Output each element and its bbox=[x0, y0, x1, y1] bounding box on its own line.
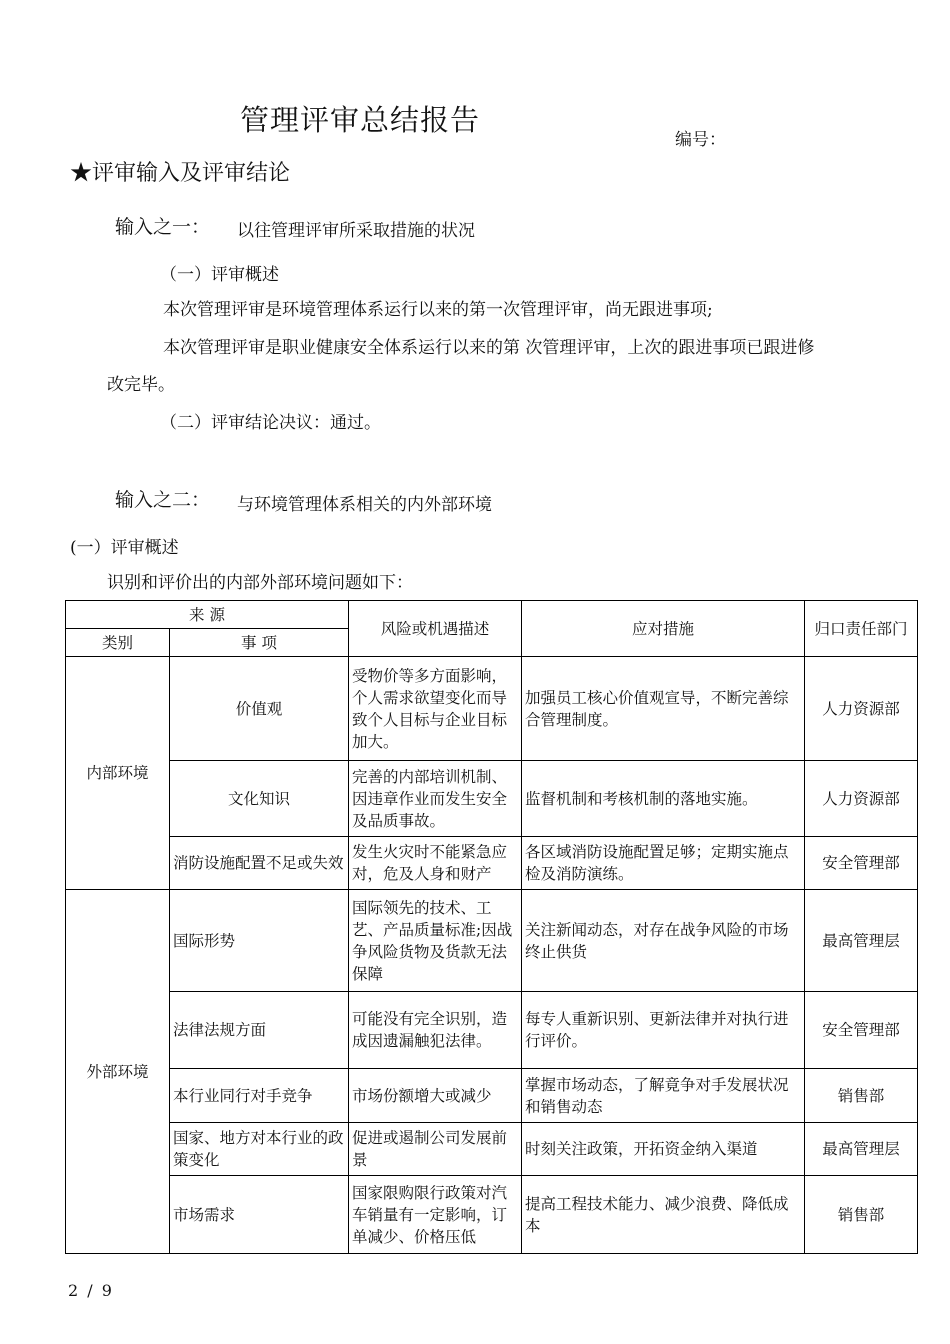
input1-subheading-overview: （一）评审概述 bbox=[160, 265, 279, 285]
category-cell: 内部环境 bbox=[66, 657, 170, 890]
document-number-label: 编号： bbox=[675, 130, 726, 150]
input2-subheading-overview: (一）评审概述 bbox=[70, 538, 179, 558]
table-row bbox=[66, 1069, 918, 1123]
table-row bbox=[66, 761, 918, 837]
dept-cell: 销售部 bbox=[805, 1176, 918, 1254]
input2-intro: 识别和评价出的内部外部环境问题如下： bbox=[107, 573, 413, 593]
header-source: 来 源 bbox=[66, 601, 349, 629]
measure-cell: 加强员工核心价值观宣导，不断完善综合管理制度。 bbox=[522, 657, 805, 761]
dept-cell: 销售部 bbox=[805, 1069, 918, 1123]
document-title: 管理评审总结报告 bbox=[240, 103, 481, 137]
item-cell: 市场需求 bbox=[170, 1176, 349, 1254]
risk-cell: 完善的内部培训机制、因违章作业而发生安全及品质事故。 bbox=[349, 761, 522, 837]
input2-title: 输入之二： bbox=[115, 489, 211, 511]
table-row bbox=[66, 890, 918, 992]
risk-cell: 国际领先的技术、工艺、产品质量标准;因战争风险货物及货款无法保障 bbox=[349, 890, 522, 992]
input2-description: 与环境管理体系相关的内外部环境 bbox=[237, 495, 492, 515]
dept-cell: 安全管理部 bbox=[805, 837, 918, 890]
item-cell: 价值观 bbox=[170, 657, 349, 761]
header-category: 类别 bbox=[66, 629, 170, 657]
input1-paragraph-2-line-2: 改完毕。 bbox=[107, 375, 175, 395]
measure-cell: 掌握市场动态，了解竟争对手发展状况和销售动态 bbox=[522, 1069, 805, 1123]
dept-cell: 安全管理部 bbox=[805, 992, 918, 1069]
risk-cell: 可能没有完全识别，造成因遗漏触犯法律。 bbox=[349, 992, 522, 1069]
measure-cell: 时刻关注政策，开拓资金纳入渠道 bbox=[522, 1123, 805, 1176]
input1-title: 输入之一： bbox=[115, 216, 211, 238]
measure-cell: 监督机制和考核机制的落地实施。 bbox=[522, 761, 805, 837]
table-row bbox=[66, 657, 918, 761]
risk-cell: 受物价等多方面影响，个人需求欲望变化而导致个人目标与企业目标加大。 bbox=[349, 657, 522, 761]
dept-cell: 最高管理层 bbox=[805, 890, 918, 992]
risk-cell: 市场份额增大或减少 bbox=[349, 1069, 522, 1123]
item-cell: 国际形势 bbox=[170, 890, 349, 992]
measure-cell: 提高工程技术能力、减少浪费、降低成本 bbox=[522, 1176, 805, 1254]
input1-paragraph-2-line-1: 本次管理评审是职业健康安全体系运行以来的第 次管理评审，上次的跟进事项已跟进修 bbox=[163, 338, 815, 358]
dept-cell: 人力资源部 bbox=[805, 761, 918, 837]
category-cell: 外部环境 bbox=[66, 890, 170, 1254]
risk-cell: 国家限购限行政策对汽车销量有一定影响，订单减少、价格压低 bbox=[349, 1176, 522, 1254]
header-item: 事 项 bbox=[170, 629, 349, 657]
item-cell: 本行业同行对手竞争 bbox=[170, 1069, 349, 1123]
header-risk: 风险或机遇描述 bbox=[349, 601, 522, 657]
environment-issues-table bbox=[65, 600, 918, 1254]
input1-description: 以往管理评审所采取措施的状况 bbox=[237, 221, 475, 241]
dept-cell: 人力资源部 bbox=[805, 657, 918, 761]
measure-cell: 每专人重新识别、更新法律并对执行进行评价。 bbox=[522, 992, 805, 1069]
measure-cell: 各区域消防设施配置足够；定期实施点检及消防演练。 bbox=[522, 837, 805, 890]
measure-cell: 关注新闻动态，对存在战争风险的市场终止供货 bbox=[522, 890, 805, 992]
table-row bbox=[66, 992, 918, 1069]
table-row bbox=[66, 837, 918, 890]
input1-paragraph-1: 本次管理评审是环境管理体系运行以来的第一次管理评审，尚无跟进事项; bbox=[163, 300, 713, 320]
item-cell: 法律法规方面 bbox=[170, 992, 349, 1069]
page-number: 2 / 9 bbox=[68, 1281, 114, 1300]
item-cell: 消防设施配置不足或失效 bbox=[170, 837, 349, 890]
table-row bbox=[66, 1176, 918, 1254]
dept-cell: 最高管理层 bbox=[805, 1123, 918, 1176]
header-measure: 应对措施 bbox=[522, 601, 805, 657]
section-heading: ★评审输入及评审结论 bbox=[70, 161, 291, 186]
table-row bbox=[66, 1123, 918, 1176]
item-cell: 国家、地方对本行业的政策变化 bbox=[170, 1123, 349, 1176]
risk-cell: 发生火灾时不能紧急应对，危及人身和财产 bbox=[349, 837, 522, 890]
input1-subheading-conclusion: （二）评审结论决议：通过。 bbox=[160, 413, 381, 433]
item-cell: 文化知识 bbox=[170, 761, 349, 837]
header-dept: 归口责任部门 bbox=[805, 601, 918, 657]
risk-cell: 促进或遏制公司发展前景 bbox=[349, 1123, 522, 1176]
